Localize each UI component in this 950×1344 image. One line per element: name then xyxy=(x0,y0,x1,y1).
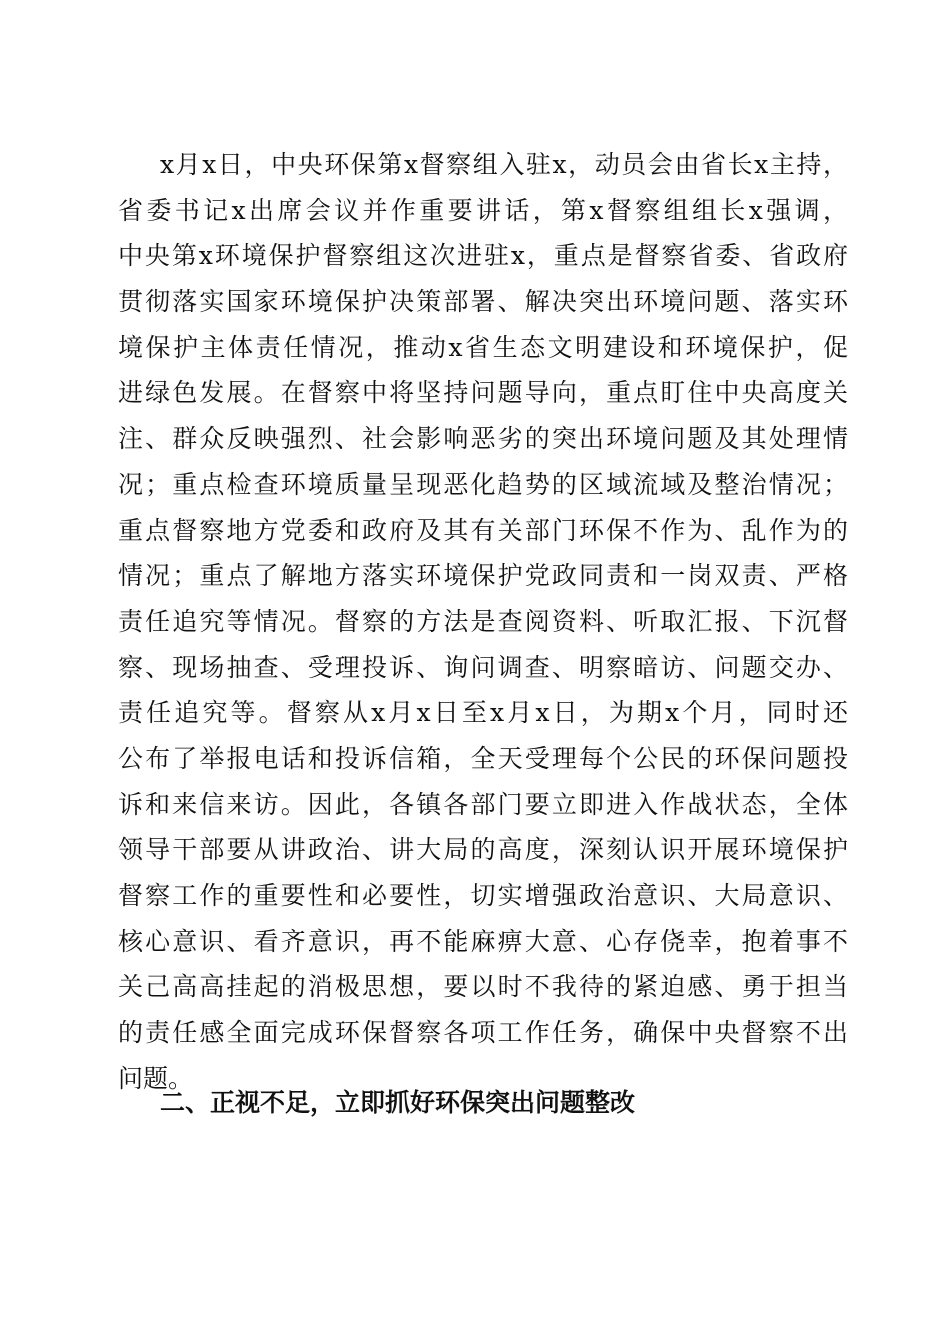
paragraph-line: 情况；重点了解地方落实环境保护党政同责和一岗双责、严格 xyxy=(118,561,848,591)
paragraph-line: 贯彻落实国家环境保护决策部署、解决突出环境问题、落实环 xyxy=(118,287,848,317)
paragraph-line: 督察工作的重要性和必要性，切实增强政治意识、大局意识、 xyxy=(118,881,848,910)
paragraph-line: 问题。 xyxy=(118,1063,194,1093)
paragraph-line: 关己高高挂起的消极思想，要以时不我待的紧迫感、勇于担当 xyxy=(118,972,848,1002)
paragraph-line: 责任追究等。督察从x月x日至x月x日，为期x个月，同时还 xyxy=(118,698,848,728)
body-paragraph xyxy=(118,142,848,1101)
paragraph-line: 省委书记x出席会议并作重要讲话，第x督察组组长x强调， xyxy=(118,195,848,225)
paragraph-line: 责任追究等情况。督察的方法是查阅资料、听取汇报、下沉督 xyxy=(118,606,848,636)
paragraph-line: 境保护主体责任情况，推动x省生态文明建设和环境保护，促 xyxy=(118,332,848,362)
paragraph-line: 重点督察地方党委和政府及其有关部门环保不作为、乱作为的 xyxy=(118,515,848,545)
paragraph-line: 进绿色发展。在督察中将坚持问题导向，重点盯住中央高度关 xyxy=(118,378,848,408)
paragraph-line: 注、群众反映强烈、社会影响恶劣的突出环境问题及其处理情 xyxy=(118,424,848,454)
paragraph-line: 中央第x环境保护督察组这次进驻x，重点是督察省委、省政府 xyxy=(118,241,848,271)
paragraph-line: 诉和来信来访。因此，各镇各部门要立即进入作战状态，全体 xyxy=(118,789,848,819)
paragraph-line: x月x日，中央环保第x督察组入驻x，动员会由省长x主持， xyxy=(160,150,848,179)
section-heading: 二、正视不足，立即抓好环保突出问题整改 xyxy=(160,1088,636,1117)
paragraph-line: 核心意识、看齐意识，再不能麻痹大意、心存侥幸，抱着事不 xyxy=(118,926,848,956)
paragraph-line: 察、现场抽查、受理投诉、询问调查、明察暗访、问题交办、 xyxy=(118,652,848,682)
paragraph-line: 领导干部要从讲政治、讲大局的高度，深刻认识开展环境保护 xyxy=(118,835,848,865)
paragraph-line: 的责任感全面完成环保督察各项工作任务，确保中央督察不出 xyxy=(118,1018,848,1048)
paragraph-line: 公布了举报电话和投诉信箱，全天受理每个公民的环保问题投 xyxy=(118,743,848,773)
paragraph-line: 况；重点检查环境质量呈现恶化趋势的区域流域及整治情况； xyxy=(118,469,848,499)
